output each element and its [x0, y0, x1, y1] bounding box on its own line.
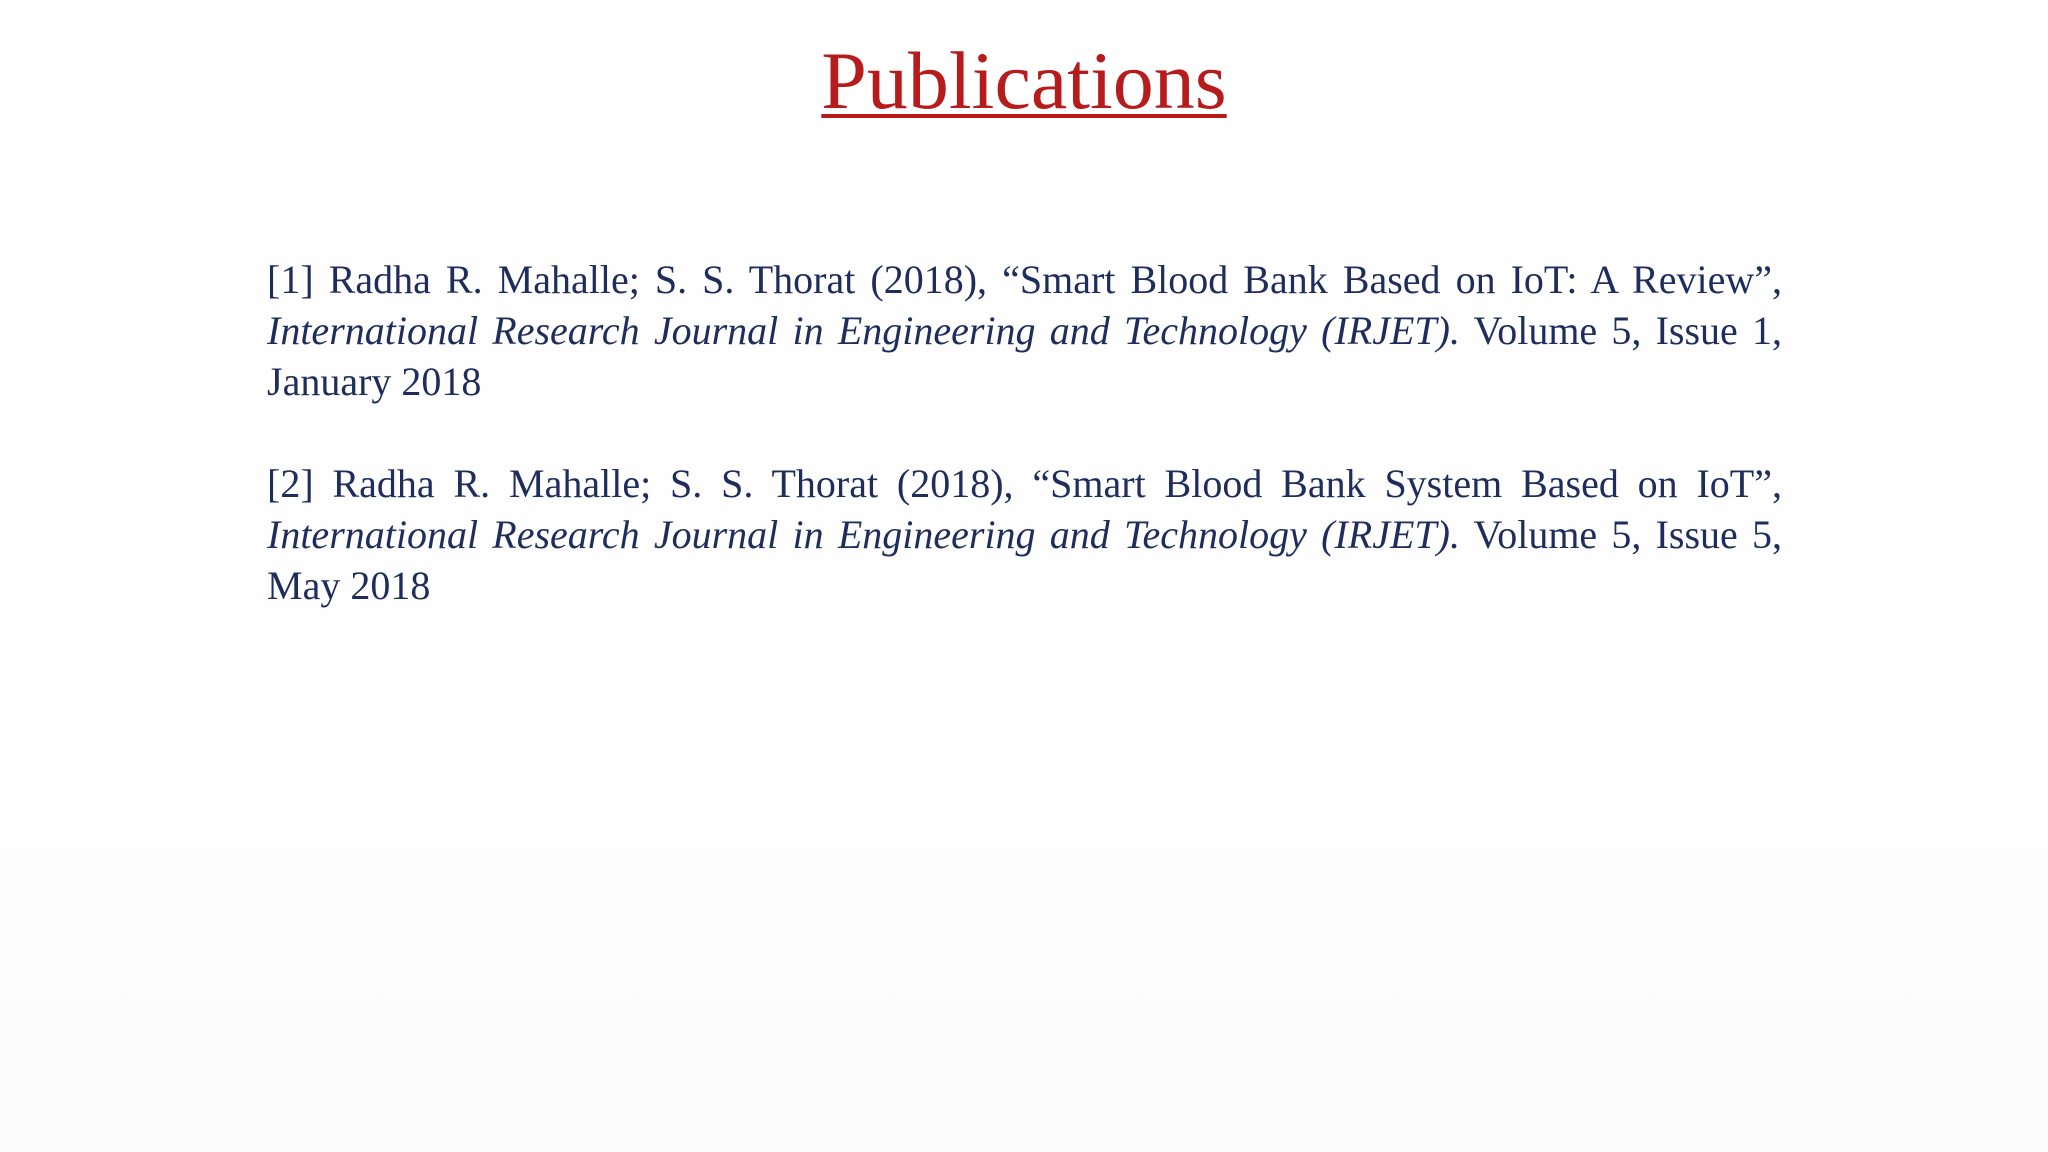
publication-journal: International Research Journal in Engineering and Technology (IRJET).	[267, 308, 1460, 353]
publication-title: “Smart Blood Bank System Based on IoT”,	[1032, 461, 1782, 506]
page-title	[0, 34, 2048, 128]
publication-item	[267, 458, 1782, 611]
publication-authors: Radha R. Mahalle; S. S. Thorat (2018),	[332, 461, 1014, 506]
publication-volume: Volume 5, Issue 1, January 2018	[267, 308, 1783, 404]
publication-authors: Radha R. Mahalle; S. S. Thorat (2018),	[328, 257, 988, 302]
publication-list	[267, 254, 1782, 662]
publication-number: [1]	[267, 257, 314, 302]
publication-volume: Volume 5, Issue 5, May 2018	[267, 512, 1783, 608]
publication-journal: International Research Journal in Engineering and Technology (IRJET).	[267, 512, 1460, 557]
publication-item	[267, 254, 1782, 407]
publication-title: “Smart Blood Bank Based on IoT: A Review”,	[1002, 257, 1782, 302]
page-title-text: Publications	[821, 35, 1227, 126]
publication-number: [2]	[267, 461, 314, 506]
